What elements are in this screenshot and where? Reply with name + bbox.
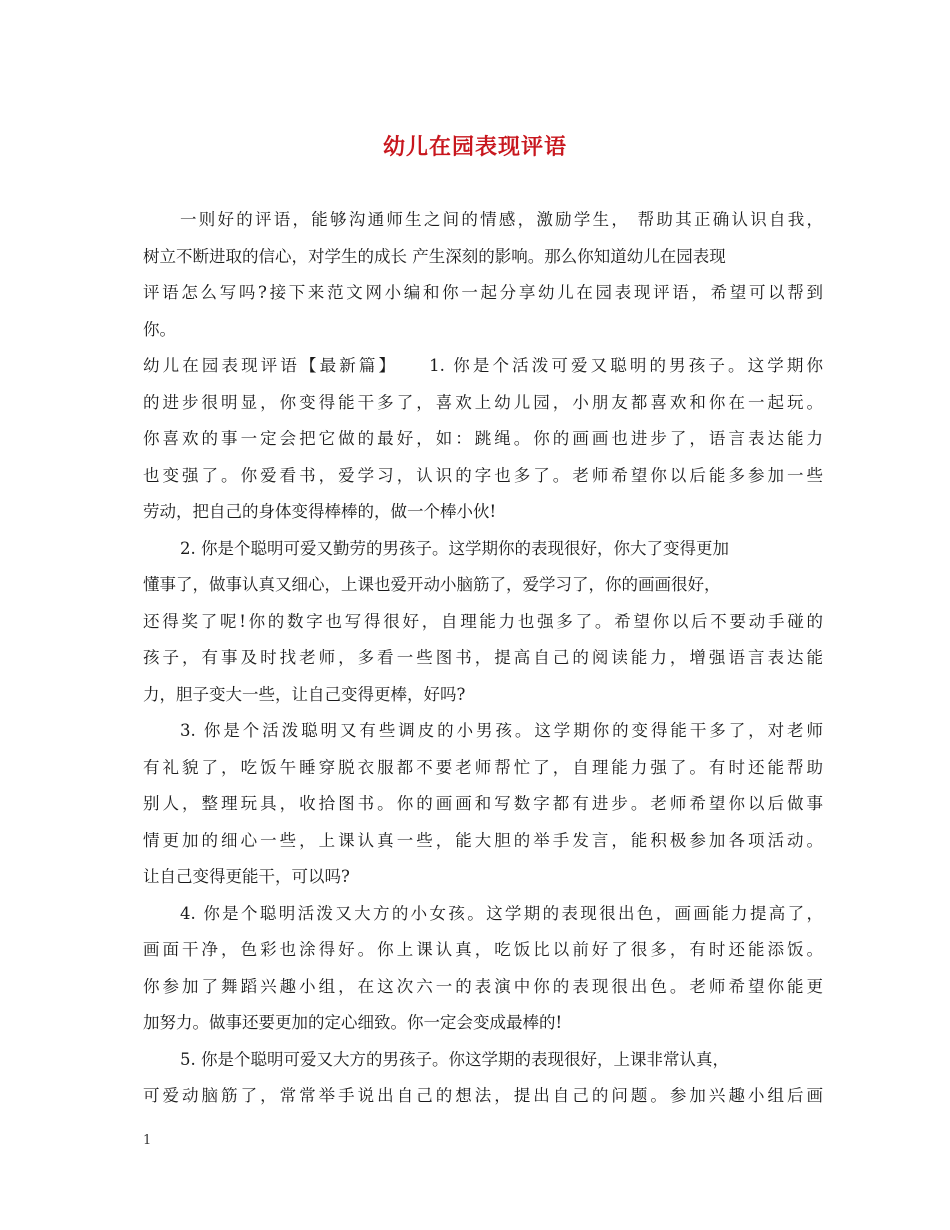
text-line: 力，胆子变大一些，让自己变得更棒，好吗? [143,684,466,704]
text-line: 劳动，把自己的身体变得棒棒的，做一个棒小伙! [143,502,497,521]
text-line: 幼儿在园表现评语【最新篇】 1. 你是个活泼可爱又聪明的男孩子。这学期你 [143,356,823,375]
text-line: 4. 你是个聪明活泼又大方的小女孩。这学期的表现很出色，画画能力提高了， [180,903,823,923]
text-line: 让自己变得更能干，可以吗? [143,867,350,886]
text-line: 5. 你是个聪明可爱又大方的男孩子。你这学期的表现很好，上课非常认真， [180,1049,729,1069]
text-line: 你参加了舞蹈兴趣小组，在这次六一的表演中你的表现很出色。老师希望你能更 [143,976,823,996]
text-line: 还得奖了呢!你的数字也写得很好，自理能力也强多了。希望你以后不要动手碰的 [143,611,823,631]
text-line: 可爱动脑筋了，常常举手说出自己的想法，提出自己的问题。参加兴趣小组后画 [143,1086,823,1105]
text-line: 加努力。做事还要更加的定心细致。你一定会变成最棒的! [143,1013,563,1032]
text-line: 你。 [143,319,176,339]
document-body [143,202,823,1115]
text-line: 画面干净，色彩也涂得好。你上课认真，吃饭比以前好了很多，有时还能添饭。 [143,940,823,959]
text-line: 别人，整理玩具，收拾图书。你的画画和写数字都有进步。老师希望你以后做事 [143,794,823,813]
text-line: 有礼貌了，吃饭午睡穿脱衣服都不要老师帮忙了，自理能力强了。有时还能帮助 [143,757,823,777]
text-line: 3. 你是个活泼聪明又有些调皮的小男孩。这学期你的变得能干多了，对老师 [180,721,823,740]
text-line: 2. 你是个聪明可爱又勤劳的男孩子。这学期你的表现很好，你大了变得更加 [180,538,729,558]
text-line: 懂事了，做事认真又细心，上课也爱开动小脑筋了，爱学习了，你的画画很好， [143,575,721,594]
page-number: 1 [143,1133,152,1148]
text-line: 评语怎么写吗?接下来范文网小编和你一起分享幼儿在园表现评语，希望可以帮到 [143,283,823,302]
text-line: 树立不断进取的信心，对学生的成长 产生深刻的影响。那么你知道幼儿在园表现 [143,246,726,266]
text-line: 孩子，有事及时找老师，多看一些图书，提高自己的阅读能力，增强语言表达能 [143,648,823,667]
text-line: 一则好的评语，能够沟通师生之间的情感，激励学生， 帮助其正确认识自我， [180,210,823,229]
text-line: 的进步很明显，你变得能干多了，喜欢上幼儿园，小朋友都喜欢和你在一起玩。 [143,392,823,412]
text-line: 你喜欢的事一定会把它做的最好，如：跳绳。你的画画也进步了，语言表达能力 [143,429,823,448]
text-line: 情更加的细心一些，上课认真一些，能大胆的举手发言，能积极参加各项活动。 [143,830,823,850]
document-title: 幼儿在园表现评语 [382,135,567,160]
text-line: 也变强了。你爱看书，爱学习，认识的字也多了。老师希望你以后能多参加一些 [143,465,823,485]
